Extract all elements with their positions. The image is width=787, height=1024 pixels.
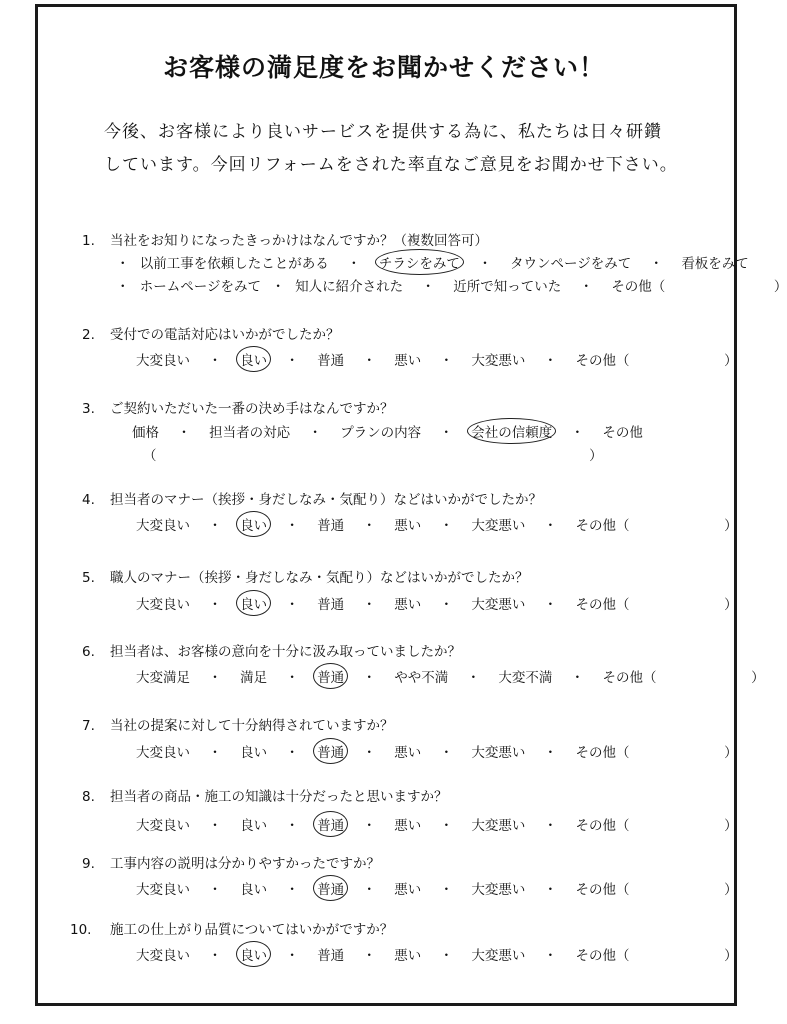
option[interactable]: プランの内容 xyxy=(340,425,422,441)
question-4 xyxy=(82,488,542,508)
separator: ・ xyxy=(177,425,191,441)
separator: ・ xyxy=(208,745,222,761)
separator: ・ xyxy=(285,597,299,613)
option[interactable]: 悪い xyxy=(394,948,422,964)
option[interactable]: 知人に紹介された xyxy=(295,279,404,295)
separator: ・ xyxy=(421,279,435,295)
option[interactable]: 大変良い xyxy=(136,353,190,369)
separator: ・ xyxy=(543,518,558,534)
separator: ・ xyxy=(439,745,454,761)
separator: ・ xyxy=(543,882,558,898)
option[interactable]: 価格 xyxy=(132,425,159,441)
separator: ・ xyxy=(285,882,299,898)
separator: ・ xyxy=(285,745,299,761)
option[interactable]: 大変良い xyxy=(136,818,190,834)
page-title: お客様の満足度をお聞かせください！ xyxy=(162,53,605,82)
separator: ・ xyxy=(285,818,299,834)
option[interactable]: その他（ xyxy=(575,353,630,369)
option[interactable]: 大変悪い xyxy=(471,882,526,898)
intro-line-2: しています。今回リフォームをされた率直なご意見をお聞かせ下さい。 xyxy=(104,155,678,175)
option[interactable]: その他（ xyxy=(575,518,630,534)
option[interactable]: 普通 xyxy=(317,518,345,534)
question-9 xyxy=(82,852,380,872)
paren-close: ） xyxy=(724,353,738,369)
option[interactable]: 悪い xyxy=(394,353,422,369)
separator: ・ xyxy=(543,948,558,964)
separator: ・ xyxy=(543,353,558,369)
question-10-options xyxy=(136,944,738,964)
question-10 xyxy=(70,918,394,938)
question-2-options xyxy=(136,349,738,369)
question-number: 9. xyxy=(82,856,95,872)
option[interactable]: タウンページをみて xyxy=(509,256,632,272)
paren-close: ） xyxy=(724,882,738,898)
option[interactable]: 近所で知っていた xyxy=(453,279,562,295)
separator: ・ xyxy=(362,518,376,534)
intro-line-1: 今後、お客様により良いサービスを提供する為に、私たちは日々研鑽 xyxy=(104,122,662,142)
question-number: 5. xyxy=(82,570,95,586)
question-9-options xyxy=(136,878,738,898)
option[interactable]: 普通 xyxy=(317,353,345,369)
option[interactable]: 看板をみて xyxy=(681,256,749,272)
option[interactable]: 大変満足 xyxy=(136,670,190,686)
separator: ・ xyxy=(208,597,222,613)
separator: ・ xyxy=(570,670,585,686)
option[interactable]: 悪い xyxy=(394,597,422,613)
separator: ・ xyxy=(208,518,222,534)
separator: ・ xyxy=(439,818,454,834)
separator: ・ xyxy=(285,948,299,964)
separator: ・ xyxy=(271,279,285,295)
paren-close: ） xyxy=(724,518,738,534)
separator: ・ xyxy=(362,597,376,613)
separator: ・ xyxy=(208,882,222,898)
separator: ・ xyxy=(570,425,585,441)
question-number: 3. xyxy=(82,401,95,417)
question-7 xyxy=(82,714,394,734)
option[interactable]: その他（ xyxy=(575,948,630,964)
question-1 xyxy=(82,229,488,249)
question-8 xyxy=(82,785,448,805)
separator: ・ xyxy=(579,279,594,295)
question-2 xyxy=(82,323,340,343)
question-4-options xyxy=(136,514,738,534)
option[interactable]: 大変良い xyxy=(136,948,190,964)
option[interactable]: 満足 xyxy=(240,670,268,686)
question-6-options xyxy=(136,666,765,686)
option[interactable]: 普通 xyxy=(317,597,345,613)
question-number: 1. xyxy=(82,233,95,249)
separator: ・ xyxy=(439,425,453,441)
paren-close: ） xyxy=(724,745,738,761)
paren-close: ） xyxy=(724,597,738,613)
question-text: ご契約いただいた一番の決め手はなんですか？ xyxy=(110,401,394,417)
option[interactable]: 悪い xyxy=(394,882,422,898)
question-number: 6. xyxy=(82,644,95,660)
question-3-other-field xyxy=(143,444,603,464)
question-text: 工事内容の説明は分かりやすかったですか？ xyxy=(110,856,380,872)
paren-close: ） xyxy=(751,670,765,686)
option[interactable]: その他（ xyxy=(575,882,630,898)
option[interactable]: 良い xyxy=(240,818,268,834)
separator: ・ xyxy=(308,425,322,441)
option[interactable]: その他（ xyxy=(575,818,630,834)
separator: ・ xyxy=(208,818,222,834)
option[interactable]: やや不満 xyxy=(394,670,449,686)
separator: ・ xyxy=(543,745,558,761)
option-selected[interactable]: 普通 xyxy=(317,666,344,686)
separator: ・ xyxy=(208,948,222,964)
separator: ・ xyxy=(285,518,299,534)
question-3 xyxy=(82,397,394,417)
paren-close: ） xyxy=(724,948,738,964)
option[interactable]: 大変悪い xyxy=(471,518,526,534)
option[interactable]: ホームページをみて xyxy=(139,279,262,295)
question-text: 担当者の商品・施工の知識は十分だったと思いますか？ xyxy=(110,789,448,805)
question-text: 当社をお知りになったきっかけはなんですか？（複数回答可） xyxy=(110,233,488,249)
separator: ・ xyxy=(362,818,376,834)
option[interactable]: 悪い xyxy=(394,518,422,534)
separator: ・ xyxy=(285,353,299,369)
separator: ・ xyxy=(439,882,454,898)
question-number: 8. xyxy=(82,789,95,805)
separator: ・ xyxy=(466,670,481,686)
question-number: 7. xyxy=(82,718,95,734)
question-5 xyxy=(82,566,529,586)
option[interactable]: 大変悪い xyxy=(471,948,526,964)
separator: ・ xyxy=(362,882,376,898)
option[interactable]: 大変良い xyxy=(136,882,190,898)
option[interactable]: 良い xyxy=(240,882,268,898)
option[interactable]: 大変悪い xyxy=(471,353,526,369)
option-selected[interactable]: チラシをみて xyxy=(379,252,460,272)
question-7-options xyxy=(136,741,738,761)
separator: ・ xyxy=(208,670,222,686)
option[interactable]: 悪い xyxy=(394,745,422,761)
question-text: 担当者のマナー（挨拶・身だしなみ・気配り）などはいかがでしたか？ xyxy=(110,492,542,508)
option-selected[interactable]: 良い xyxy=(240,349,267,369)
option-selected[interactable]: 普通 xyxy=(317,878,344,898)
separator: ・ xyxy=(478,256,492,272)
paren-close: ） xyxy=(589,448,603,464)
paren-close: ） xyxy=(773,279,787,295)
option[interactable]: その他（ xyxy=(575,597,630,613)
separator: ・ xyxy=(649,256,664,272)
question-text: 職人のマナー（挨拶・身だしなみ・気配り）などはいかがでしたか？ xyxy=(110,570,529,586)
separator: ・ xyxy=(362,353,376,369)
separator: ・ xyxy=(543,597,558,613)
option-selected[interactable]: 良い xyxy=(240,593,267,613)
separator: ・ xyxy=(362,948,376,964)
separator: ・ xyxy=(543,818,558,834)
option[interactable]: 大変悪い xyxy=(471,818,526,834)
question-6 xyxy=(82,640,461,660)
paren-close: ） xyxy=(724,818,738,834)
question-1-options-row-1 xyxy=(116,252,749,272)
option[interactable]: その他 xyxy=(602,425,643,441)
paren-open: （ xyxy=(143,448,157,464)
option-selected[interactable]: 良い xyxy=(240,944,267,964)
separator: ・ xyxy=(439,353,454,369)
question-text: 受付での電話対応はいかがでしたか？ xyxy=(110,327,340,343)
question-number: 4. xyxy=(82,492,95,508)
option-selected[interactable]: 普通 xyxy=(317,814,344,834)
separator: ・ xyxy=(208,353,222,369)
question-5-options xyxy=(136,593,738,613)
option[interactable]: 以前工事を依頼したことがある xyxy=(139,256,329,272)
separator: ・ xyxy=(362,670,376,686)
separator: ・ xyxy=(439,597,454,613)
question-number: 2. xyxy=(82,327,95,343)
option-selected[interactable]: 良い xyxy=(240,514,267,534)
option[interactable]: 良い xyxy=(240,745,268,761)
option[interactable]: その他（ xyxy=(611,279,666,295)
question-3-options xyxy=(132,421,643,441)
option[interactable]: その他（ xyxy=(575,745,630,761)
separator: ・ xyxy=(362,745,376,761)
separator: ・ xyxy=(439,948,454,964)
question-text: 当社の提案に対して十分納得されていますか？ xyxy=(110,718,394,734)
separator: ・ xyxy=(347,256,361,272)
option-selected[interactable]: 会社の信頼度 xyxy=(471,421,552,441)
option-selected[interactable]: 普通 xyxy=(317,741,344,761)
question-1-options-row-2 xyxy=(116,275,787,295)
question-number: 10. xyxy=(70,922,92,938)
separator: ・ xyxy=(116,279,130,295)
separator: ・ xyxy=(116,256,130,272)
option[interactable]: 大変悪い xyxy=(471,597,526,613)
question-text: 担当者は、お客様の意向を十分に汲み取っていましたか？ xyxy=(110,644,461,660)
option[interactable]: その他（ xyxy=(602,670,657,686)
question-8-options xyxy=(136,814,738,834)
separator: ・ xyxy=(439,518,454,534)
option[interactable]: 担当者の対応 xyxy=(209,425,291,441)
option[interactable]: 大変良い xyxy=(136,518,190,534)
option[interactable]: 大変不満 xyxy=(498,670,553,686)
question-text: 施工の仕上がり品質についてはいかがですか？ xyxy=(110,922,394,938)
option[interactable]: 大変良い xyxy=(136,745,190,761)
option[interactable]: 大変良い xyxy=(136,597,190,613)
option[interactable]: 悪い xyxy=(394,818,422,834)
separator: ・ xyxy=(285,670,299,686)
option[interactable]: 普通 xyxy=(317,948,345,964)
option[interactable]: 大変悪い xyxy=(471,745,526,761)
